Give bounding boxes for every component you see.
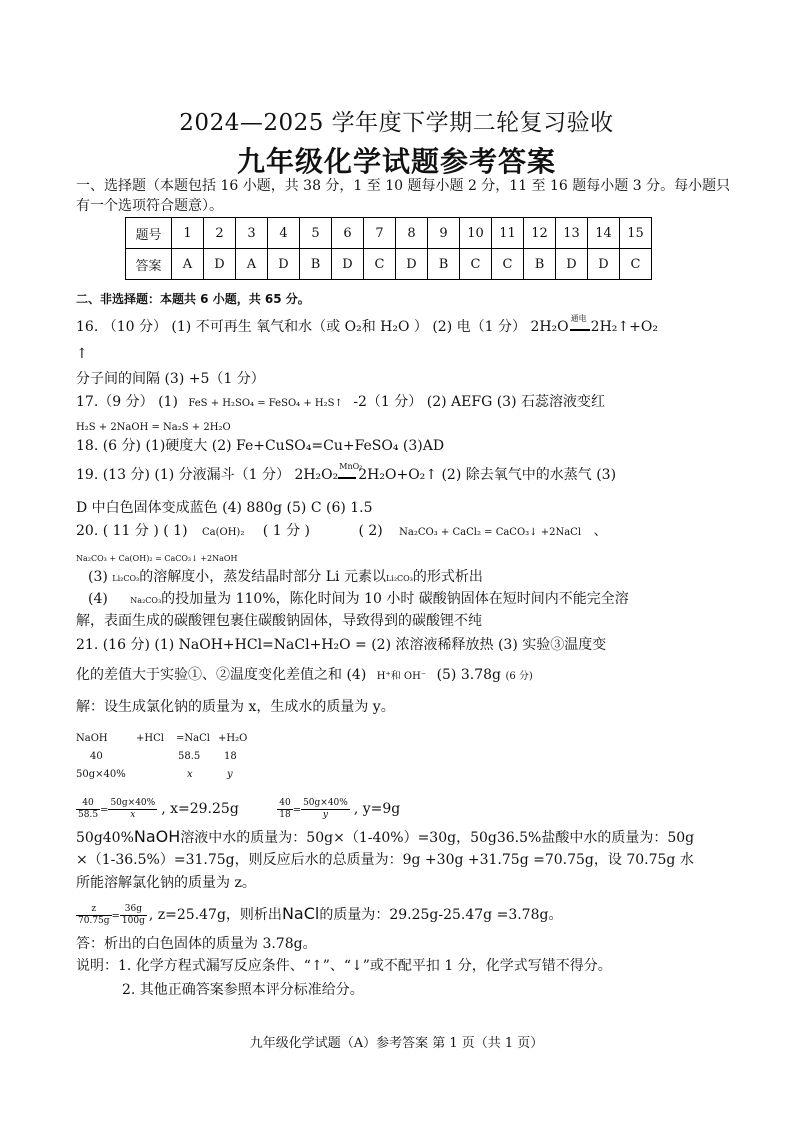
eq-col-naoh [76, 730, 126, 784]
q16-line1 [76, 314, 658, 336]
answer-table [125, 217, 652, 280]
fraction-denominator: x [130, 809, 136, 820]
q21-water-line1 [76, 828, 694, 847]
table-cell: D [588, 249, 620, 280]
fraction-numerator: 36g [120, 904, 147, 916]
q21-water-prefix: 50g40% [76, 830, 134, 846]
table-cell: 3 [236, 218, 268, 249]
q18-line: 18. (6 分) (1)硬度大 (2) Fe+CuSO₄=Cu+FeSO₄ (3)AD [76, 438, 445, 454]
fraction-numerator: 40 [76, 798, 100, 810]
fraction [277, 798, 292, 821]
fraction-denominator: 100g [121, 915, 145, 926]
table-cell: C [492, 249, 524, 280]
table-cell: A [172, 249, 204, 280]
q20-label: 20. ( 11 分 ) ( 1) [76, 523, 188, 539]
q20-part4-label: (4) [88, 591, 108, 607]
q21-z-text: z=25.47g，则析出 [157, 907, 282, 923]
q21-answer: 答：析出的白色固体的质量为 3.78g。 [76, 936, 317, 952]
table-cell: 4 [268, 218, 300, 249]
q16-line2: ↑ [76, 346, 88, 362]
q20-part3-text: 的溶解度小，蒸发结晶时部分 Li 元素以 [139, 569, 386, 585]
exam-title: 2024—2025 学年度下学期二轮复习验收 [179, 110, 614, 136]
q20-score: ( 1 分 ) [262, 523, 310, 539]
fraction-numerator: 50g×40% [110, 797, 156, 808]
q20-separator: 、 [593, 523, 608, 539]
table-cell: B [300, 249, 332, 280]
q17-label: 17.（9 分） (1) [76, 394, 178, 410]
table-header-answer: 答案 [126, 249, 172, 280]
eq-col-h2o [218, 730, 247, 784]
eq-col-nacl [176, 730, 210, 784]
fraction-numerator: z [76, 904, 112, 916]
fraction [76, 798, 100, 821]
table-cell: A [236, 249, 268, 280]
table-cell: B [428, 249, 460, 280]
eq-cell: +HCl [136, 733, 164, 744]
q19-condition-label: MnO₂ [339, 462, 363, 471]
notes-line2: 2. 其他正确答案参照本评分标准给分。 [122, 982, 364, 998]
q21-water-line2: ×（1-36.5%）=31.75g，则反应后水的总质量为：9g +30g +31.75g =70.75g，设 70.75g 水 [76, 852, 694, 868]
table-cell: C [620, 249, 652, 280]
table-cell: D [396, 249, 428, 280]
fraction-numerator: 50g×40% [303, 797, 348, 808]
q21-part5: (5) 3.78g [436, 667, 501, 683]
table-cell: 10 [460, 218, 492, 249]
eq-cell: 18 [224, 751, 237, 762]
q20-line4 [88, 590, 629, 610]
q19-text-a: 19. (13 分) (1) 分液漏斗（1 分） 2H₂O₂ [76, 467, 339, 483]
eq-cell: 58.5 [178, 751, 201, 762]
eq-cell: 50g×40% [76, 769, 126, 780]
q21-proportion-line: $\frac{40}{58.5}$ = $\frac{50g\times 40\%}{x}$ , x=29.25g $\frac{40}{18}$ = $\frac{50g\times 40\%}{y}$ , y=9g [78, 797, 401, 820]
table-cell: 14 [588, 218, 620, 249]
q21-score: (6 分) [505, 671, 533, 682]
q20-line5: 解，表面生成的碳酸锂包裹住碳酸钠固体，导致得到的碳酸锂不纯 [76, 613, 482, 629]
q19-text-b: 2H₂O+O₂↑ (2) 除去氧气中的水蒸气 (3) [358, 467, 617, 483]
q16-condition-label: 通电 [570, 314, 587, 323]
table-cell: D [268, 249, 300, 280]
q21-z-result: 的质量为：29.25g-25.47g =3.78g。 [319, 907, 563, 923]
q17-text: -2（1 分） (2) AEFG (3) 石蕊溶液变红 [353, 394, 605, 410]
table-cell: C [364, 249, 396, 280]
q21-water-text: 溶液中水的质量为：50g×（1-40%）=30g，50g36.5%盐酸中水的质量为：50g [180, 830, 695, 846]
q21-line2 [76, 666, 533, 686]
q21-line1: 21. (16 分) (1) NaOH+HCl=NaCl+H₂O = (2) 浓溶液稀释放热 (3) 实验③温度变 [76, 637, 607, 653]
table-cell: 5 [300, 218, 332, 249]
eq-cell: x [187, 769, 193, 780]
fraction-denominator: y [322, 809, 328, 820]
q21-solution-intro: 解：设生成氯化钠的质量为 x，生成水的质量为 y。 [76, 699, 395, 715]
table-cell: C [460, 249, 492, 280]
q20-na2co3: Na₂CO₃ [130, 596, 162, 605]
fraction [108, 798, 157, 821]
table-cell: 7 [364, 218, 396, 249]
q21-line2-text: 化的差值大于实验①、②温度变化差值之和 (4) [76, 667, 367, 683]
q20-li2co3-2: Li₂CO₃ [385, 574, 413, 583]
q17-equation1: FeS + H₂SO₄ = FeSO₄ + H₂S↑ [188, 398, 343, 409]
q20-li2co3: Li₂CO₃ [112, 574, 140, 583]
q16-condition [569, 314, 591, 336]
q19-line2: D 中白色固体变成蓝色 (4) 880g (5) C (6) 1.5 [76, 500, 373, 516]
table-cell: 1 [172, 218, 204, 249]
q17-equation2: H₂S + 2NaOH = Na₂S + 2H₂O [76, 422, 231, 433]
q20-formula: Ca(OH)₂ [202, 527, 245, 538]
q19-line1 [76, 462, 617, 484]
q21-solubility-line: $\frac{z}{70.75g}$ = $\frac{36g}{100g}$ , z=25.47g，则析出NaCl的质量为：29.25g-25.47g =3.78g。 [78, 903, 563, 926]
q20-line3 [88, 568, 483, 588]
table-header-question: 题号 [126, 218, 172, 249]
table-cell: 13 [556, 218, 588, 249]
table-cell: D [556, 249, 588, 280]
eq-cell: =NaCl [176, 733, 210, 744]
table-cell: D [204, 249, 236, 280]
y-value: y=9g [362, 801, 401, 817]
q16-eq-right: 2H₂↑+O₂ [590, 319, 658, 335]
page-footer: 九年级化学试题（A）参考答案 第 1 页（共 1 页） [249, 1036, 544, 1051]
table-cell: 12 [524, 218, 556, 249]
q20-line1 [76, 522, 607, 542]
eq-cell: y [227, 769, 233, 780]
table-cell: B [524, 249, 556, 280]
q20-part4-text: 的投加量为 110%，陈化时间为 10 小时 碳酸钠固体在短时间内不能完全溶 [161, 591, 629, 607]
q20-equation1: Na₂CO₃ + CaCl₂ = CaCO₃↓ +2NaCl [399, 527, 582, 538]
q19-condition [338, 462, 363, 484]
eq-cell: NaOH [76, 733, 108, 744]
q21-y-result: , y=9g [353, 801, 401, 817]
section1-instructions-line2: 有一个选项符合题意）。 [76, 198, 223, 214]
table-cell: 8 [396, 218, 428, 249]
table-cell: 11 [492, 218, 524, 249]
table-cell: 9 [428, 218, 460, 249]
eq-col-hcl [136, 730, 164, 748]
eq-cell: 40 [90, 751, 103, 762]
q21-naoh-formula: NaOH [133, 827, 181, 846]
section2-heading: 二、非选择题：本题共 6 小题，共 65 分。 [76, 292, 310, 306]
q21-ions: H⁺和 OH⁻ [376, 671, 427, 682]
section1-instructions-line1: 一、选择题（本题包括 16 小题，共 38 分，1 至 10 题每小题 2 分，11 至 16 题每小题 3 分。每小题只 [76, 178, 731, 194]
table-row-numbers [126, 218, 652, 249]
q17-line1 [76, 393, 605, 413]
table-row-answers [126, 249, 652, 280]
q20-part3-end: 的形式析出 [412, 569, 483, 585]
fraction [120, 904, 147, 927]
fraction [301, 798, 350, 821]
q21-nacl-formula: NaCl [281, 904, 320, 923]
q20-part3-label: (3) [88, 569, 108, 585]
x-value: x=29.25g [170, 801, 239, 817]
q20-part2: ( 2) [358, 523, 383, 539]
fraction-denominator: 18 [279, 809, 291, 820]
fraction-denominator: 70.75g [78, 915, 110, 926]
table-cell: D [332, 249, 364, 280]
fraction-denominator: 58.5 [78, 809, 99, 820]
q16-text: 16. （10 分） (1) 不可再生 氧气和水（或 O₂和 H₂O ） (2) 电（1 分） 2H₂O [76, 319, 569, 335]
fraction-numerator: 40 [279, 797, 291, 808]
table-cell: 15 [620, 218, 652, 249]
table-cell: 2 [204, 218, 236, 249]
q21-second-fraction: $\frac{40}{18}$ = $\frac{50g\times 40\%}{y}$ [279, 797, 348, 820]
table-cell: 6 [332, 218, 364, 249]
notes-line1: 说明：1. 化学方程式漏写反应条件、“↑”、“↓”或不配平扣 1 分，化学式写错不得分。 [76, 958, 612, 974]
q16-line3: 分子间的间隔 (3) +5（1 分） [76, 371, 265, 387]
q21-water-line3: 所能溶解氯化钠的质量为 z。 [76, 875, 256, 891]
q20-equation2: Na₂CO₃ + Ca(OH)₂ = CaCO₃↓ +2NaOH [76, 554, 238, 563]
fraction [76, 904, 112, 927]
q21-x-result: , x=29.25g [161, 801, 239, 817]
eq-cell: +H₂O [218, 733, 248, 744]
answer-key-title: 九年级化学试题参考答案 [236, 145, 556, 178]
